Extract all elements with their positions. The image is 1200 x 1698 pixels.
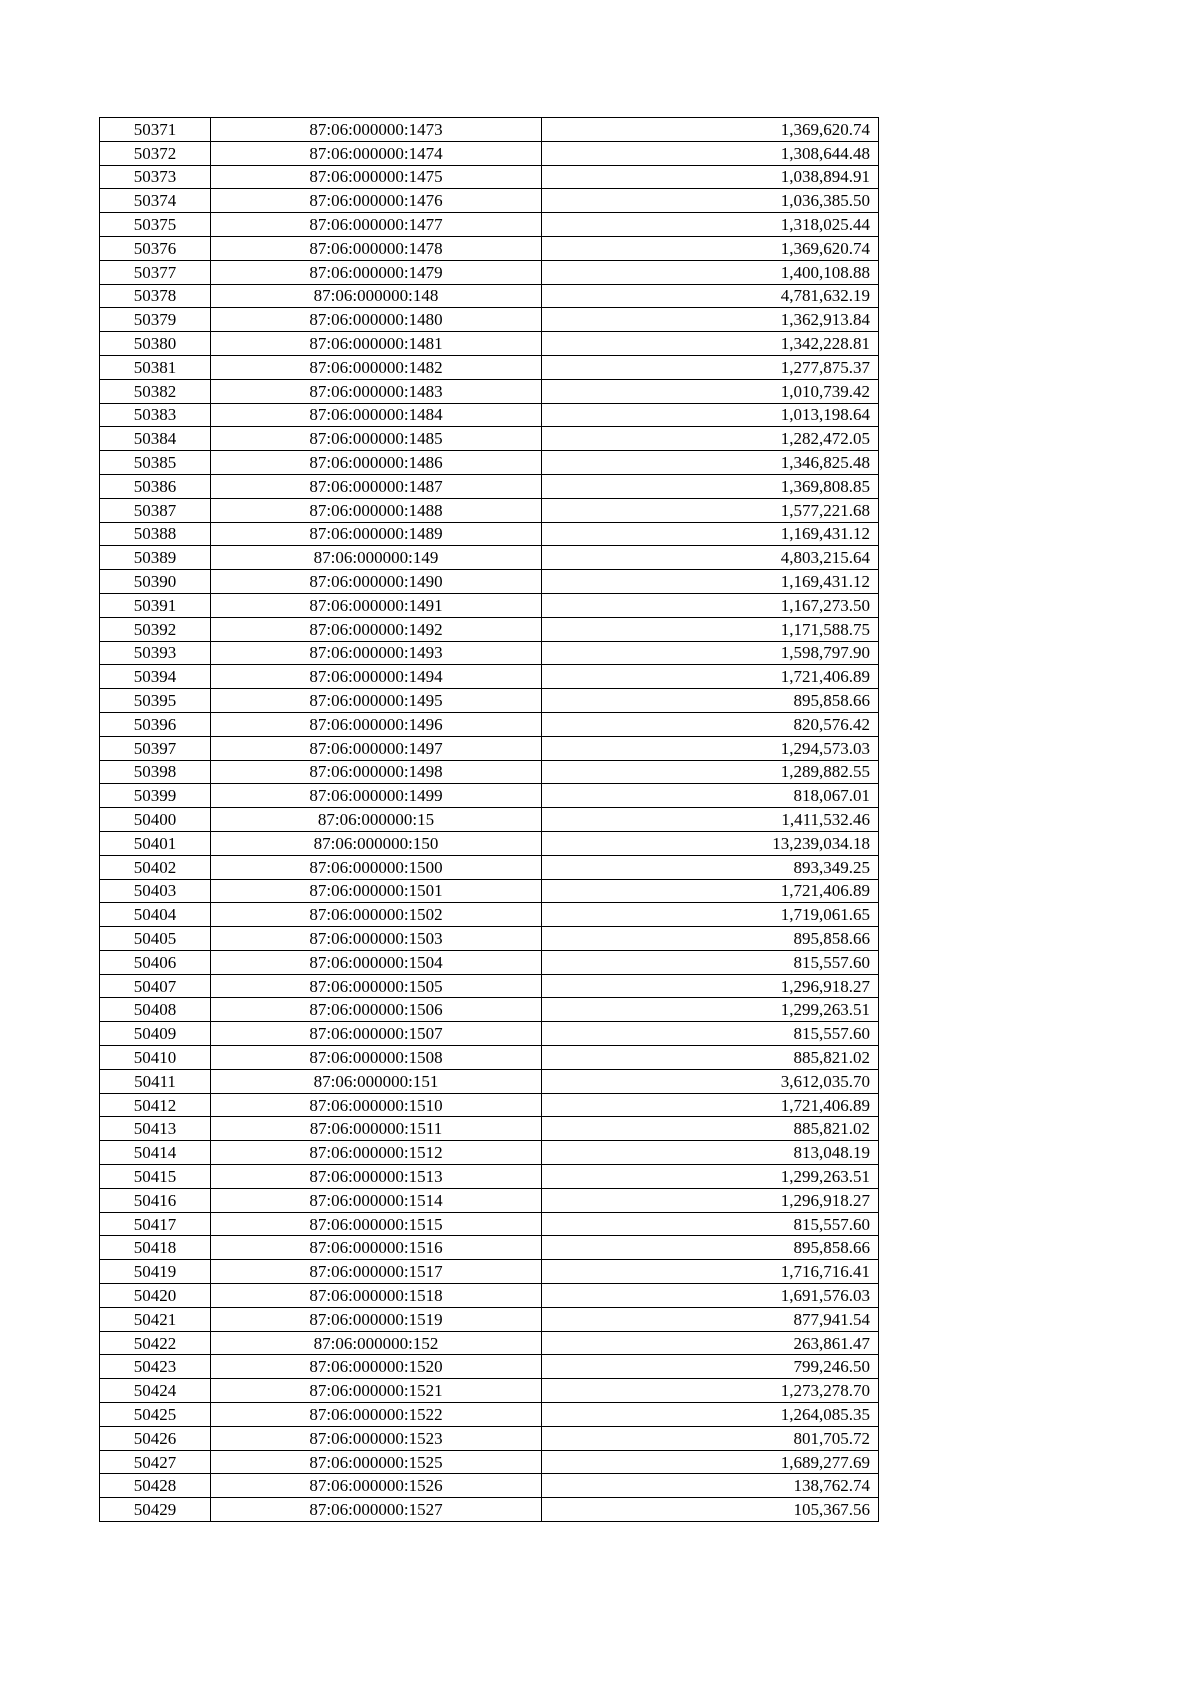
cadastral-number-cell: 87:06:000000:1514 — [211, 1188, 542, 1212]
cadastral-number-cell: 87:06:000000:1474 — [211, 141, 542, 165]
cadastral-number-cell: 87:06:000000:1525 — [211, 1450, 542, 1474]
cadastral-number-cell: 87:06:000000:1517 — [211, 1260, 542, 1284]
row-number-cell: 50406 — [100, 950, 211, 974]
cadastral-number-cell: 87:06:000000:1486 — [211, 451, 542, 475]
table-row — [100, 260, 879, 284]
row-number-cell: 50401 — [100, 831, 211, 855]
cadastral-number-cell: 87:06:000000:1477 — [211, 213, 542, 237]
cadastral-value-cell: 1,299,263.51 — [542, 998, 879, 1022]
cadastral-value-cell: 801,705.72 — [542, 1426, 879, 1450]
table-row — [100, 712, 879, 736]
cadastral-value-cell: 1,318,025.44 — [542, 213, 879, 237]
row-number-cell: 50417 — [100, 1212, 211, 1236]
row-number-cell: 50374 — [100, 189, 211, 213]
row-number-cell: 50413 — [100, 1117, 211, 1141]
table-row — [100, 213, 879, 237]
row-number-cell: 50404 — [100, 903, 211, 927]
cadastral-value-cell: 1,369,620.74 — [542, 118, 879, 142]
cadastral-number-cell: 87:06:000000:1492 — [211, 617, 542, 641]
table-row — [100, 998, 879, 1022]
cadastral-number-cell: 87:06:000000:1503 — [211, 927, 542, 951]
cadastral-number-cell: 87:06:000000:1488 — [211, 498, 542, 522]
table-row — [100, 1188, 879, 1212]
row-number-cell: 50372 — [100, 141, 211, 165]
table-row — [100, 617, 879, 641]
row-number-cell: 50411 — [100, 1069, 211, 1093]
cadastral-value-cell: 1,346,825.48 — [542, 451, 879, 475]
cadastral-number-cell: 87:06:000000:1505 — [211, 974, 542, 998]
table-row — [100, 1046, 879, 1070]
table-row — [100, 784, 879, 808]
cadastral-number-cell: 87:06:000000:1493 — [211, 641, 542, 665]
cadastral-number-cell: 87:06:000000:1480 — [211, 308, 542, 332]
table-row — [100, 950, 879, 974]
row-number-cell: 50398 — [100, 760, 211, 784]
table-row — [100, 808, 879, 832]
cadastral-value-cell: 815,557.60 — [542, 950, 879, 974]
table-row — [100, 308, 879, 332]
cadastral-number-cell: 87:06:000000:1500 — [211, 855, 542, 879]
row-number-cell: 50428 — [100, 1474, 211, 1498]
cadastral-number-cell: 87:06:000000:15 — [211, 808, 542, 832]
cadastral-value-cell: 815,557.60 — [542, 1212, 879, 1236]
row-number-cell: 50405 — [100, 927, 211, 951]
row-number-cell: 50397 — [100, 736, 211, 760]
row-number-cell: 50408 — [100, 998, 211, 1022]
cadastral-value-cell: 1,598,797.90 — [542, 641, 879, 665]
cadastral-number-cell: 87:06:000000:1523 — [211, 1426, 542, 1450]
cadastral-number-cell: 87:06:000000:152 — [211, 1331, 542, 1355]
cadastral-number-cell: 87:06:000000:149 — [211, 546, 542, 570]
cadastral-number-cell: 87:06:000000:1506 — [211, 998, 542, 1022]
cadastral-value-cell: 1,171,588.75 — [542, 617, 879, 641]
cadastral-value-cell: 1,721,406.89 — [542, 665, 879, 689]
row-number-cell: 50392 — [100, 617, 211, 641]
cadastral-number-cell: 87:06:000000:1494 — [211, 665, 542, 689]
cadastral-value-cell: 820,576.42 — [542, 712, 879, 736]
table-row — [100, 879, 879, 903]
table-row — [100, 379, 879, 403]
cadastral-number-cell: 87:06:000000:1513 — [211, 1165, 542, 1189]
table-row — [100, 284, 879, 308]
table-row — [100, 236, 879, 260]
row-number-cell: 50388 — [100, 522, 211, 546]
table-row — [100, 1379, 879, 1403]
cadastral-number-cell: 87:06:000000:1473 — [211, 118, 542, 142]
table-row — [100, 1450, 879, 1474]
cadastral-number-cell: 87:06:000000:1483 — [211, 379, 542, 403]
row-number-cell: 50419 — [100, 1260, 211, 1284]
cadastral-value-cell: 815,557.60 — [542, 1022, 879, 1046]
cadastral-value-cell: 105,367.56 — [542, 1498, 879, 1522]
cadastral-number-cell: 87:06:000000:1518 — [211, 1284, 542, 1308]
cadastral-value-cell: 818,067.01 — [542, 784, 879, 808]
cadastral-value-cell: 4,803,215.64 — [542, 546, 879, 570]
table-row — [100, 165, 879, 189]
row-number-cell: 50416 — [100, 1188, 211, 1212]
row-number-cell: 50390 — [100, 570, 211, 594]
cadastral-value-cell: 895,858.66 — [542, 689, 879, 713]
table-row — [100, 1069, 879, 1093]
cadastral-value-cell: 1,296,918.27 — [542, 974, 879, 998]
cadastral-value-cell: 1,169,431.12 — [542, 522, 879, 546]
row-number-cell: 50400 — [100, 808, 211, 832]
cadastral-value-cell: 1,577,221.68 — [542, 498, 879, 522]
row-number-cell: 50426 — [100, 1426, 211, 1450]
row-number-cell: 50410 — [100, 1046, 211, 1070]
cadastral-number-cell: 87:06:000000:1479 — [211, 260, 542, 284]
cadastral-number-cell: 87:06:000000:1482 — [211, 355, 542, 379]
row-number-cell: 50393 — [100, 641, 211, 665]
cadastral-value-cell: 1,010,739.42 — [542, 379, 879, 403]
row-number-cell: 50376 — [100, 236, 211, 260]
cadastral-value-cell: 1,264,085.35 — [542, 1403, 879, 1427]
row-number-cell: 50373 — [100, 165, 211, 189]
cadastral-number-cell: 87:06:000000:1501 — [211, 879, 542, 903]
cadastral-value-cell: 3,612,035.70 — [542, 1069, 879, 1093]
cadastral-number-cell: 87:06:000000:150 — [211, 831, 542, 855]
cadastral-number-cell: 87:06:000000:1508 — [211, 1046, 542, 1070]
table-row — [100, 451, 879, 475]
cadastral-value-cell: 1,308,644.48 — [542, 141, 879, 165]
cadastral-value-cell: 1,294,573.03 — [542, 736, 879, 760]
cadastral-value-cell: 263,861.47 — [542, 1331, 879, 1355]
row-number-cell: 50396 — [100, 712, 211, 736]
cadastral-value-cell: 813,048.19 — [542, 1141, 879, 1165]
table-row — [100, 427, 879, 451]
row-number-cell: 50384 — [100, 427, 211, 451]
cadastral-number-cell: 87:06:000000:1497 — [211, 736, 542, 760]
row-number-cell: 50399 — [100, 784, 211, 808]
cadastral-value-cell: 1,719,061.65 — [542, 903, 879, 927]
row-number-cell: 50389 — [100, 546, 211, 570]
cadastral-number-cell: 87:06:000000:1481 — [211, 332, 542, 356]
table-row — [100, 1331, 879, 1355]
cadastral-number-cell: 87:06:000000:1511 — [211, 1117, 542, 1141]
cadastral-value-cell: 1,721,406.89 — [542, 879, 879, 903]
row-number-cell: 50383 — [100, 403, 211, 427]
table-row — [100, 855, 879, 879]
table-row — [100, 570, 879, 594]
table-row — [100, 665, 879, 689]
cadastral-number-cell: 87:06:000000:1491 — [211, 593, 542, 617]
row-number-cell: 50375 — [100, 213, 211, 237]
cadastral-value-cell: 1,273,278.70 — [542, 1379, 879, 1403]
table-row — [100, 1498, 879, 1522]
table-row — [100, 1260, 879, 1284]
row-number-cell: 50386 — [100, 474, 211, 498]
table-row — [100, 1212, 879, 1236]
row-number-cell: 50395 — [100, 689, 211, 713]
cadastral-value-cell: 1,369,620.74 — [542, 236, 879, 260]
table-row — [100, 118, 879, 142]
table-row — [100, 689, 879, 713]
table-row — [100, 641, 879, 665]
cadastral-number-cell: 87:06:000000:1516 — [211, 1236, 542, 1260]
row-number-cell: 50381 — [100, 355, 211, 379]
cadastral-value-cell: 1,716,716.41 — [542, 1260, 879, 1284]
cadastral-number-cell: 87:06:000000:1478 — [211, 236, 542, 260]
table-row — [100, 927, 879, 951]
table-row — [100, 1284, 879, 1308]
cadastral-value-cell: 4,781,632.19 — [542, 284, 879, 308]
row-number-cell: 50380 — [100, 332, 211, 356]
row-number-cell: 50412 — [100, 1093, 211, 1117]
cadastral-value-cell: 1,013,198.64 — [542, 403, 879, 427]
cadastral-value-cell: 895,858.66 — [542, 927, 879, 951]
cadastral-value-cell: 1,411,532.46 — [542, 808, 879, 832]
table-row — [100, 903, 879, 927]
cadastral-value-cell: 1,167,273.50 — [542, 593, 879, 617]
cadastral-number-cell: 87:06:000000:1507 — [211, 1022, 542, 1046]
row-number-cell: 50407 — [100, 974, 211, 998]
table-row — [100, 141, 879, 165]
table-row — [100, 1426, 879, 1450]
table-row — [100, 189, 879, 213]
row-number-cell: 50421 — [100, 1307, 211, 1331]
cadastral-number-cell: 87:06:000000:1499 — [211, 784, 542, 808]
row-number-cell: 50423 — [100, 1355, 211, 1379]
table-row — [100, 332, 879, 356]
row-number-cell: 50418 — [100, 1236, 211, 1260]
cadastral-value-cell: 138,762.74 — [542, 1474, 879, 1498]
cadastral-number-cell: 87:06:000000:1484 — [211, 403, 542, 427]
row-number-cell: 50391 — [100, 593, 211, 617]
row-number-cell: 50427 — [100, 1450, 211, 1474]
cadastral-number-cell: 87:06:000000:1510 — [211, 1093, 542, 1117]
cadastral-value-cell: 1,169,431.12 — [542, 570, 879, 594]
cadastral-value-cell: 1,369,808.85 — [542, 474, 879, 498]
cadastral-value-cell: 1,299,263.51 — [542, 1165, 879, 1189]
table-row — [100, 1141, 879, 1165]
table-row — [100, 1403, 879, 1427]
cadastral-number-cell: 87:06:000000:1526 — [211, 1474, 542, 1498]
cadastral-number-cell: 87:06:000000:1495 — [211, 689, 542, 713]
row-number-cell: 50424 — [100, 1379, 211, 1403]
cadastral-number-cell: 87:06:000000:1521 — [211, 1379, 542, 1403]
cadastral-number-cell: 87:06:000000:1522 — [211, 1403, 542, 1427]
cadastral-value-cell: 1,691,576.03 — [542, 1284, 879, 1308]
cadastral-number-cell: 87:06:000000:1504 — [211, 950, 542, 974]
row-number-cell: 50402 — [100, 855, 211, 879]
cadastral-number-cell: 87:06:000000:1476 — [211, 189, 542, 213]
cadastral-value-cell: 1,296,918.27 — [542, 1188, 879, 1212]
cadastral-value-cell: 877,941.54 — [542, 1307, 879, 1331]
cadastral-number-cell: 87:06:000000:1475 — [211, 165, 542, 189]
table-row — [100, 831, 879, 855]
cadastral-value-cell: 885,821.02 — [542, 1117, 879, 1141]
table-row — [100, 593, 879, 617]
table-row — [100, 546, 879, 570]
row-number-cell: 50382 — [100, 379, 211, 403]
table-row — [100, 736, 879, 760]
cadastral-number-cell: 87:06:000000:1515 — [211, 1212, 542, 1236]
table-row — [100, 474, 879, 498]
row-number-cell: 50409 — [100, 1022, 211, 1046]
cadastral-number-cell: 87:06:000000:1502 — [211, 903, 542, 927]
cadastral-value-cell: 1,038,894.91 — [542, 165, 879, 189]
row-number-cell: 50394 — [100, 665, 211, 689]
cadastral-number-cell: 87:06:000000:1498 — [211, 760, 542, 784]
table-row — [100, 1236, 879, 1260]
cadastral-value-cell: 799,246.50 — [542, 1355, 879, 1379]
row-number-cell: 50420 — [100, 1284, 211, 1308]
cadastral-number-cell: 87:06:000000:1512 — [211, 1141, 542, 1165]
table-row — [100, 1165, 879, 1189]
cadastral-value-cell: 1,277,875.37 — [542, 355, 879, 379]
cadastral-value-table — [99, 117, 879, 1522]
cadastral-number-cell: 87:06:000000:148 — [211, 284, 542, 308]
cadastral-number-cell: 87:06:000000:1490 — [211, 570, 542, 594]
cadastral-value-cell: 1,036,385.50 — [542, 189, 879, 213]
cadastral-value-cell: 1,400,108.88 — [542, 260, 879, 284]
row-number-cell: 50378 — [100, 284, 211, 308]
row-number-cell: 50414 — [100, 1141, 211, 1165]
cadastral-number-cell: 87:06:000000:1527 — [211, 1498, 542, 1522]
table-row — [100, 974, 879, 998]
row-number-cell: 50422 — [100, 1331, 211, 1355]
row-number-cell: 50429 — [100, 1498, 211, 1522]
cadastral-value-cell: 1,721,406.89 — [542, 1093, 879, 1117]
table-body — [100, 118, 879, 1522]
cadastral-value-cell: 893,349.25 — [542, 855, 879, 879]
row-number-cell: 50403 — [100, 879, 211, 903]
cadastral-value-cell: 1,342,228.81 — [542, 332, 879, 356]
table-row — [100, 1307, 879, 1331]
cadastral-number-cell: 87:06:000000:1485 — [211, 427, 542, 451]
cadastral-value-cell: 13,239,034.18 — [542, 831, 879, 855]
row-number-cell: 50377 — [100, 260, 211, 284]
row-number-cell: 50415 — [100, 1165, 211, 1189]
cadastral-value-cell: 1,689,277.69 — [542, 1450, 879, 1474]
table-row — [100, 1117, 879, 1141]
row-number-cell: 50425 — [100, 1403, 211, 1427]
cadastral-number-cell: 87:06:000000:1519 — [211, 1307, 542, 1331]
cadastral-number-cell: 87:06:000000:1489 — [211, 522, 542, 546]
cadastral-number-cell: 87:06:000000:1496 — [211, 712, 542, 736]
table-row — [100, 1022, 879, 1046]
cadastral-value-cell: 1,362,913.84 — [542, 308, 879, 332]
row-number-cell: 50385 — [100, 451, 211, 475]
table-row — [100, 498, 879, 522]
row-number-cell: 50387 — [100, 498, 211, 522]
table-row — [100, 522, 879, 546]
cadastral-number-cell: 87:06:000000:151 — [211, 1069, 542, 1093]
cadastral-value-cell: 1,289,882.55 — [542, 760, 879, 784]
cadastral-value-cell: 895,858.66 — [542, 1236, 879, 1260]
table-row — [100, 403, 879, 427]
row-number-cell: 50371 — [100, 118, 211, 142]
table-row — [100, 1355, 879, 1379]
cadastral-number-cell: 87:06:000000:1520 — [211, 1355, 542, 1379]
cadastral-value-cell: 1,282,472.05 — [542, 427, 879, 451]
table-row — [100, 760, 879, 784]
row-number-cell: 50379 — [100, 308, 211, 332]
cadastral-number-cell: 87:06:000000:1487 — [211, 474, 542, 498]
cadastral-value-cell: 885,821.02 — [542, 1046, 879, 1070]
table-row — [100, 1474, 879, 1498]
table-row — [100, 1093, 879, 1117]
table-row — [100, 355, 879, 379]
